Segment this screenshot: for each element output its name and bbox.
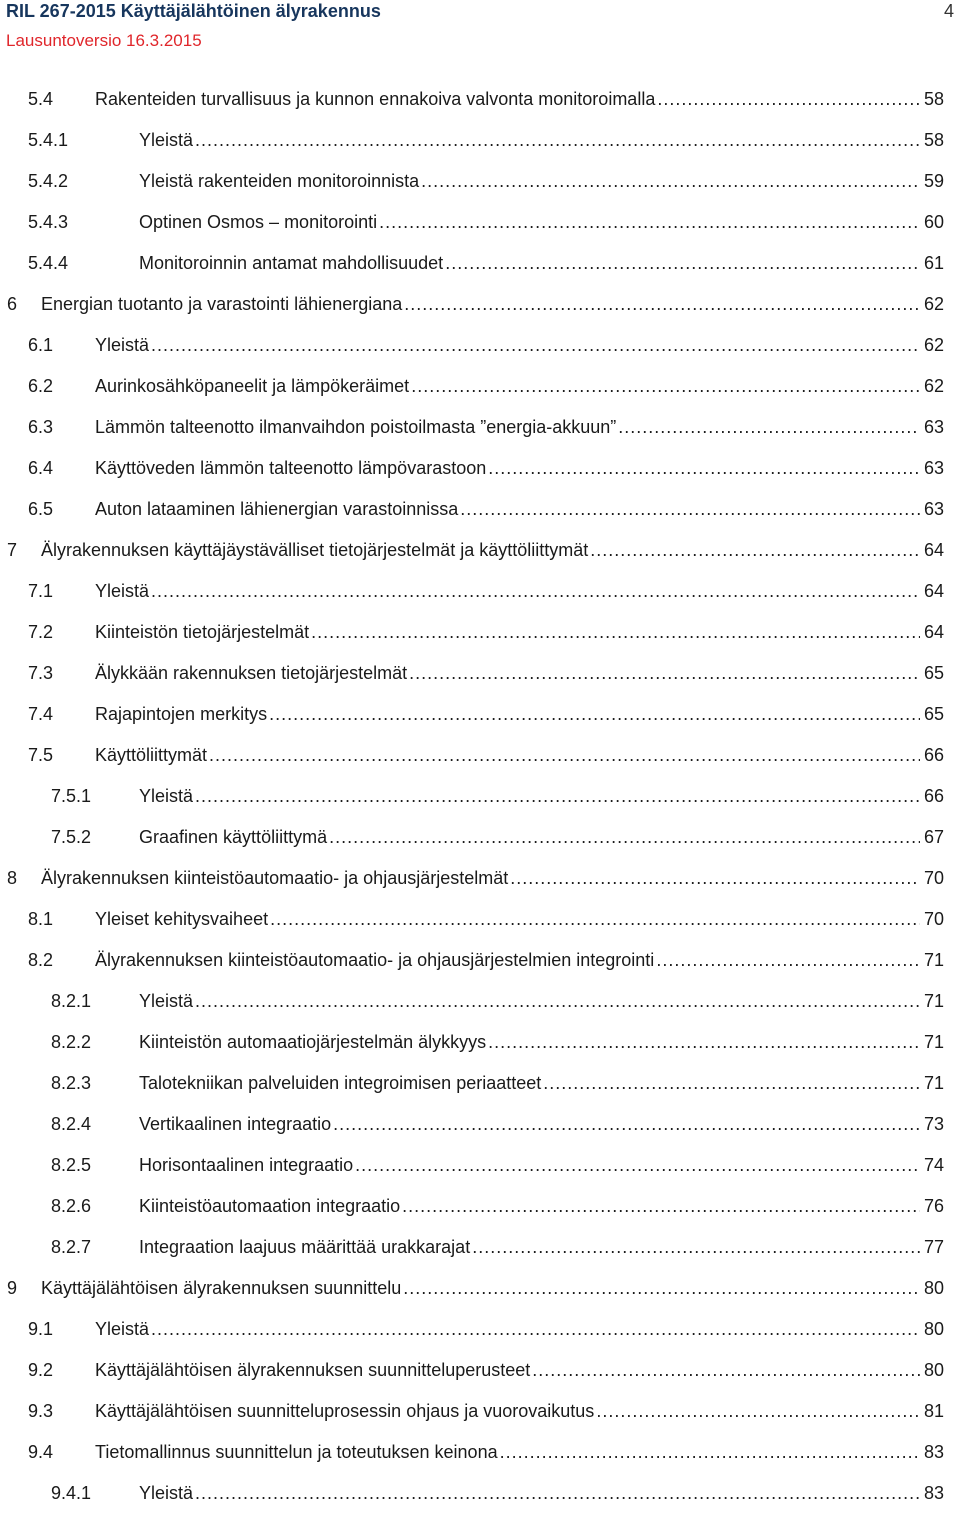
toc-entry-page: 71 <box>920 981 944 1022</box>
toc-entry-label: Yleistä <box>139 776 195 817</box>
toc-entry-page: 64 <box>920 530 944 571</box>
toc-entry-number: 7.1 <box>28 581 54 601</box>
toc-entry-label: Yleistä <box>139 1473 195 1514</box>
dot-leader <box>403 1268 920 1309</box>
toc-entry[interactable] <box>0 489 960 530</box>
toc-entry-number: 8.2.3 <box>51 1073 92 1093</box>
toc-entry-label: Tietomallinnus suunnittelun ja toteutuksen keinona <box>95 1432 500 1473</box>
toc-entry-line <box>95 1309 944 1350</box>
toc-entry[interactable] <box>0 325 960 366</box>
toc-entry-label: Yleiset kehitysvaiheet <box>95 899 270 940</box>
dot-leader <box>488 448 920 489</box>
toc-entry-page: 63 <box>920 489 944 530</box>
toc-entry-number: 9.2 <box>28 1360 54 1380</box>
toc-entry-line <box>41 284 944 325</box>
dot-leader <box>488 1022 920 1063</box>
toc-entry-line <box>95 407 944 448</box>
toc-entry-number: 8.2.2 <box>51 1032 92 1052</box>
toc-entry-number: 5.4.4 <box>28 253 69 273</box>
toc-entry-number: 9.4 <box>28 1442 54 1462</box>
toc-entry-number: 8.2.4 <box>51 1114 92 1134</box>
toc-entry-line <box>95 1350 944 1391</box>
toc-entry-label: Yleistä <box>95 1309 151 1350</box>
toc-entry[interactable] <box>0 1350 960 1391</box>
toc-entry[interactable] <box>0 202 960 243</box>
toc-entry-page: 67 <box>920 817 944 858</box>
toc-entry-line <box>95 1391 944 1432</box>
toc-entry[interactable] <box>0 1227 960 1268</box>
toc-entry[interactable] <box>0 653 960 694</box>
dot-leader <box>445 243 920 284</box>
toc-entry-label: Käyttäjälähtöisen älyrakennuksen suunnittelu <box>41 1268 403 1309</box>
page-header <box>6 0 954 58</box>
toc-entry-label: Yleistä <box>95 571 151 612</box>
toc-entry-page: 66 <box>920 776 944 817</box>
toc-entry[interactable] <box>0 407 960 448</box>
toc-entry-number: 7.5.2 <box>51 827 92 847</box>
toc-entry-page: 65 <box>920 653 944 694</box>
toc-entry-label: Älyrakennuksen käyttäjäystävälliset tietojärjestelmät ja käyttöliittymät <box>41 530 590 571</box>
toc-entry-page: 83 <box>920 1473 944 1514</box>
toc-entry[interactable] <box>0 1309 960 1350</box>
toc-entry[interactable] <box>0 1145 960 1186</box>
toc-entry-line <box>139 1227 944 1268</box>
dot-leader <box>270 899 920 940</box>
toc-entry[interactable] <box>0 120 960 161</box>
toc-entry[interactable] <box>0 284 960 325</box>
toc-entry-number: 9.1 <box>28 1319 54 1339</box>
toc-entry-number: 8.1 <box>28 909 54 929</box>
toc-entry-number: 5.4.2 <box>28 171 69 191</box>
toc-entry[interactable] <box>0 981 960 1022</box>
toc-entry-label: Älyrakennuksen kiinteistöautomaatio- ja ohjausjärjestelmät <box>41 858 510 899</box>
toc-entry-number: 8.2.5 <box>51 1155 92 1175</box>
toc-entry-page: 64 <box>920 571 944 612</box>
toc-entry-page: 71 <box>920 1063 944 1104</box>
dot-leader <box>333 1104 920 1145</box>
toc-entry[interactable] <box>0 817 960 858</box>
toc-entry-line <box>139 981 944 1022</box>
toc-entry-line <box>95 489 944 530</box>
toc-entry[interactable] <box>0 243 960 284</box>
toc-entry[interactable] <box>0 1022 960 1063</box>
dot-leader <box>209 735 920 776</box>
toc-entry[interactable] <box>0 858 960 899</box>
toc-entry-number: 5.4 <box>28 89 54 109</box>
toc-entry-page: 77 <box>920 1227 944 1268</box>
dot-leader <box>379 202 920 243</box>
toc-entry-number: 8.2.7 <box>51 1237 92 1257</box>
toc-entry-line <box>139 817 944 858</box>
dot-leader <box>195 120 920 161</box>
dot-leader <box>460 489 920 530</box>
dot-leader <box>402 1186 920 1227</box>
toc-entry-label: Kiinteistön tietojärjestelmät <box>95 612 311 653</box>
toc-entry-page: 62 <box>920 325 944 366</box>
toc-entry-line <box>139 1186 944 1227</box>
toc-entry-page: 65 <box>920 694 944 735</box>
toc-entry-line <box>139 202 944 243</box>
toc-entry-page: 70 <box>920 899 944 940</box>
dot-leader <box>151 1309 920 1350</box>
dot-leader <box>195 981 920 1022</box>
toc-entry-number: 9 <box>7 1278 18 1298</box>
toc-entry-line <box>139 120 944 161</box>
toc-entry[interactable] <box>0 1186 960 1227</box>
toc-entry-label: Rakenteiden turvallisuus ja kunnon ennakoiva valvonta monitoroimalla <box>95 79 657 120</box>
toc-entry[interactable] <box>0 899 960 940</box>
toc-entry-label: Käyttöliittymät <box>95 735 209 776</box>
toc-entry[interactable] <box>0 735 960 776</box>
toc-entry-label: Integraation laajuus määrittää urakkarajat <box>139 1227 472 1268</box>
toc-entry-line <box>41 530 944 571</box>
toc-entry-page: 59 <box>920 161 944 202</box>
toc-entry-page: 58 <box>920 79 944 120</box>
toc-entry[interactable] <box>0 1391 960 1432</box>
dot-leader <box>618 407 920 448</box>
toc-entry-label: Kiinteistöautomaation integraatio <box>139 1186 402 1227</box>
toc-entry-label: Yleistä rakenteiden monitoroinnista <box>139 161 421 202</box>
toc-entry-number: 6.2 <box>28 376 54 396</box>
dot-leader <box>472 1227 920 1268</box>
toc-entry[interactable] <box>0 366 960 407</box>
toc-entry-page: 71 <box>920 1022 944 1063</box>
toc-entry[interactable] <box>0 776 960 817</box>
toc-entry-label: Rajapintojen merkitys <box>95 694 269 735</box>
toc-entry-label: Vertikaalinen integraatio <box>139 1104 333 1145</box>
toc-entry-page: 70 <box>920 858 944 899</box>
toc-entry-page: 63 <box>920 448 944 489</box>
toc-entry-line <box>139 1473 944 1514</box>
toc-entry-number: 6 <box>7 294 18 314</box>
toc-entry-line <box>139 1063 944 1104</box>
toc-entry-number: 7.5 <box>28 745 54 765</box>
dot-leader <box>329 817 920 858</box>
toc-entry[interactable] <box>0 1268 960 1309</box>
toc-entry-page: 71 <box>920 940 944 981</box>
toc-entry-page: 76 <box>920 1186 944 1227</box>
toc-entry-number: 5.4.3 <box>28 212 69 232</box>
dot-leader <box>543 1063 920 1104</box>
toc-entry-label: Optinen Osmos – monitorointi <box>139 202 379 243</box>
toc-entry-line <box>95 366 944 407</box>
document-title: RIL 267-2015 Käyttäjälähtöinen älyrakennus <box>6 1 381 21</box>
toc-entry-page: 80 <box>920 1268 944 1309</box>
toc-entry-label: Lämmön talteenotto ilmanvaihdon poistoilmasta ”energia-akkuun” <box>95 407 618 448</box>
toc-entry[interactable] <box>0 448 960 489</box>
toc-entry-number: 7 <box>7 540 18 560</box>
toc-entry[interactable] <box>0 530 960 571</box>
toc-entry-page: 64 <box>920 612 944 653</box>
toc-entry-line <box>41 1268 944 1309</box>
toc-entry-page: 63 <box>920 407 944 448</box>
toc-entry-number: 6.1 <box>28 335 54 355</box>
toc-entry-label: Talotekniikan palveluiden integroimisen periaatteet <box>139 1063 543 1104</box>
page-number: 4 <box>943 1 954 21</box>
toc-entry-page: 73 <box>920 1104 944 1145</box>
toc-entry-line <box>95 735 944 776</box>
toc-entry-line <box>139 776 944 817</box>
toc-entry-number: 9.4.1 <box>51 1483 92 1503</box>
toc-entry-label: Monitoroinnin antamat mahdollisuudet <box>139 243 445 284</box>
toc-entry-page: 60 <box>920 202 944 243</box>
toc-entry-line <box>95 653 944 694</box>
toc-entry-label: Auton lataaminen lähienergian varastoinnissa <box>95 489 460 530</box>
dot-leader <box>404 284 920 325</box>
dot-leader <box>590 530 920 571</box>
toc-entry[interactable] <box>0 940 960 981</box>
toc-entry-page: 62 <box>920 366 944 407</box>
toc-entry[interactable] <box>0 1063 960 1104</box>
toc-entry-label: Käyttäjälähtöisen älyrakennuksen suunnitteluperusteet <box>95 1350 532 1391</box>
toc-entry-line <box>139 1104 944 1145</box>
toc-entry-label: Yleistä <box>95 325 151 366</box>
toc-entry-line <box>95 940 944 981</box>
toc-entry-page: 80 <box>920 1309 944 1350</box>
toc-entry-label: Yleistä <box>139 981 195 1022</box>
dot-leader <box>532 1350 920 1391</box>
toc-entry[interactable] <box>0 612 960 653</box>
toc-entry-label: Älyrakennuksen kiinteistöautomaatio- ja ohjausjärjestelmien integrointi <box>95 940 656 981</box>
dot-leader <box>409 653 920 694</box>
toc-entry[interactable] <box>0 694 960 735</box>
toc-entry[interactable] <box>0 1104 960 1145</box>
toc-entry-line <box>95 1432 944 1473</box>
toc-entry-number: 6.5 <box>28 499 54 519</box>
dot-leader <box>151 571 920 612</box>
toc-entry-page: 80 <box>920 1350 944 1391</box>
dot-leader <box>596 1391 920 1432</box>
toc-entry-number: 5.4.1 <box>28 130 69 150</box>
toc-entry-number: 7.2 <box>28 622 54 642</box>
toc-entry-number: 8.2 <box>28 950 54 970</box>
toc-entry-number: 9.3 <box>28 1401 54 1421</box>
toc-entry-line <box>95 79 944 120</box>
toc-entry-line <box>95 694 944 735</box>
toc-entry-number: 6.3 <box>28 417 54 437</box>
toc-entry-label: Käyttöveden lämmön talteenotto lämpövarastoon <box>95 448 488 489</box>
toc-entry-label: Aurinkosähköpaneelit ja lämpökeräimet <box>95 366 411 407</box>
toc-entry-page: 62 <box>920 284 944 325</box>
dot-leader <box>656 940 920 981</box>
toc-entry-line <box>139 161 944 202</box>
dot-leader <box>195 776 920 817</box>
toc-entry-line <box>139 1022 944 1063</box>
toc-entry-number: 6.4 <box>28 458 54 478</box>
dot-leader <box>657 79 920 120</box>
toc-entry-number: 8 <box>7 868 18 888</box>
toc-entry-page: 74 <box>920 1145 944 1186</box>
toc-entry[interactable] <box>0 571 960 612</box>
toc-entry-page: 61 <box>920 243 944 284</box>
dot-leader <box>269 694 920 735</box>
toc-entry-line <box>139 243 944 284</box>
toc-entry-label: Energian tuotanto ja varastointi lähienergiana <box>41 284 404 325</box>
toc-entry-number: 7.4 <box>28 704 54 724</box>
toc-entry[interactable] <box>0 1432 960 1473</box>
toc-entry[interactable] <box>0 1473 960 1514</box>
toc-entry-label: Älykkään rakennuksen tietojärjestelmät <box>95 653 409 694</box>
toc-entry-line <box>95 448 944 489</box>
document-version: Lausuntoversio 16.3.2015 <box>6 31 202 50</box>
dot-leader <box>510 858 920 899</box>
toc-entry-line <box>95 325 944 366</box>
dot-leader <box>355 1145 920 1186</box>
toc-entry-number: 8.2.6 <box>51 1196 92 1216</box>
dot-leader <box>500 1432 920 1473</box>
toc-entry-label: Graafinen käyttöliittymä <box>139 817 329 858</box>
toc-entry-number: 7.3 <box>28 663 54 683</box>
dot-leader <box>421 161 920 202</box>
toc-entry-number: 7.5.1 <box>51 786 92 806</box>
dot-leader <box>151 325 920 366</box>
toc-entry-page: 83 <box>920 1432 944 1473</box>
toc-entry-page: 81 <box>920 1391 944 1432</box>
dot-leader <box>411 366 920 407</box>
dot-leader <box>311 612 920 653</box>
toc-entry-label: Kiinteistön automaatiojärjestelmän älykkyys <box>139 1022 488 1063</box>
toc-entry-page: 58 <box>920 120 944 161</box>
toc-entry-line <box>95 612 944 653</box>
toc-entry-number: 8.2.1 <box>51 991 92 1011</box>
toc-entry[interactable] <box>0 79 960 120</box>
toc-entry-line <box>95 899 944 940</box>
dot-leader <box>195 1473 920 1514</box>
toc-entry-line <box>139 1145 944 1186</box>
toc-entry-line <box>41 858 944 899</box>
toc-entry[interactable] <box>0 161 960 202</box>
toc-entry-label: Horisontaalinen integraatio <box>139 1145 355 1186</box>
toc-entry-line <box>95 571 944 612</box>
toc-entry-page: 66 <box>920 735 944 776</box>
table-of-contents <box>0 79 960 1514</box>
toc-entry-label: Yleistä <box>139 120 195 161</box>
toc-entry-label: Käyttäjälähtöisen suunnitteluprosessin ohjaus ja vuorovaikutus <box>95 1391 596 1432</box>
